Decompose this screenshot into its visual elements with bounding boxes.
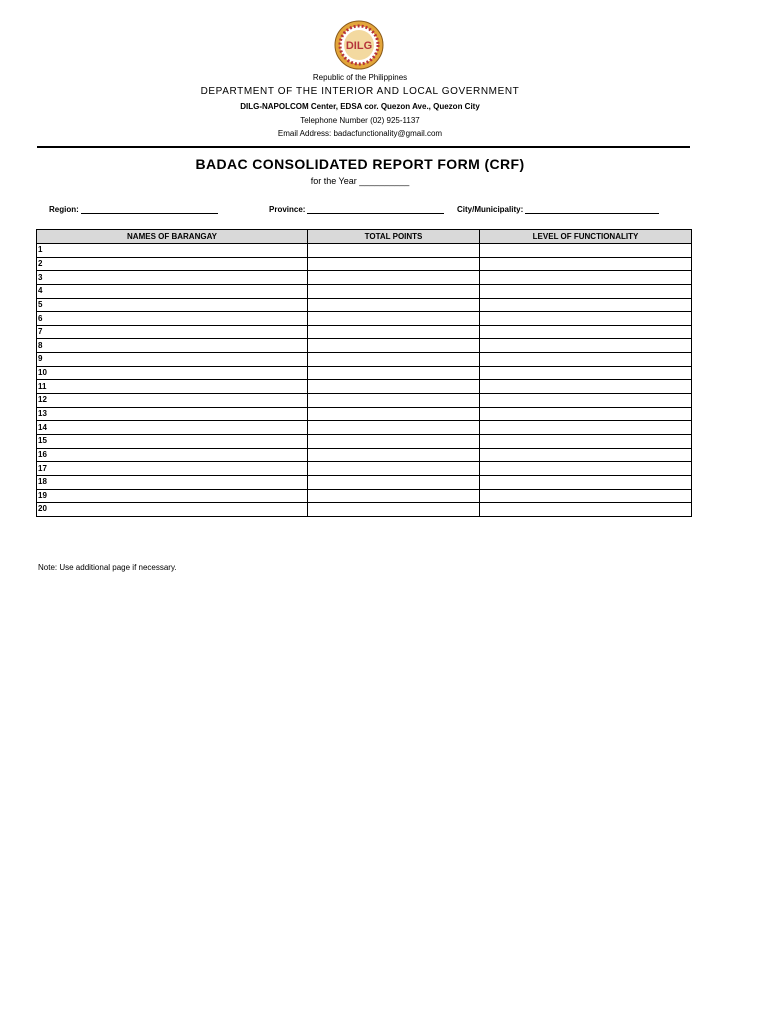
province-field (269, 204, 444, 214)
functionality-level-cell[interactable] (480, 298, 692, 312)
total-points-cell[interactable] (308, 271, 480, 285)
functionality-level-cell[interactable] (480, 271, 692, 285)
functionality-level-cell[interactable] (480, 503, 692, 517)
department-name: DEPARTMENT OF THE INTERIOR AND LOCAL GOVERNMENT (200, 86, 520, 97)
functionality-level-cell[interactable] (480, 339, 692, 353)
functionality-level-cell[interactable] (480, 448, 692, 462)
barangay-name-cell[interactable]: 15 (37, 434, 308, 448)
total-points-cell[interactable] (308, 257, 480, 271)
barangay-name-cell[interactable]: 11 (37, 380, 308, 394)
barangay-name-cell[interactable]: 3 (37, 271, 308, 285)
table-row (37, 339, 692, 353)
barangay-name-cell[interactable]: 6 (37, 312, 308, 326)
total-points-cell[interactable] (308, 434, 480, 448)
barangay-name-cell[interactable]: 5 (37, 298, 308, 312)
barangay-name-cell[interactable]: 14 (37, 421, 308, 435)
table-row (37, 312, 692, 326)
table-row (37, 394, 692, 408)
table-row (37, 448, 692, 462)
column-header-functionality: LEVEL OF FUNCTIONALITY (480, 230, 692, 244)
total-points-cell[interactable] (308, 462, 480, 476)
barangay-name-cell[interactable]: 20 (37, 503, 308, 517)
barangay-name-cell[interactable]: 18 (37, 475, 308, 489)
barangay-name-cell[interactable]: 9 (37, 353, 308, 367)
table-row (37, 421, 692, 435)
city-blank[interactable] (525, 204, 659, 214)
logo-text: DILG (345, 40, 373, 52)
table-row (37, 489, 692, 503)
office-address: DILG-NAPOLCOM Center, EDSA cor. Quezon Ave., Quezon City (240, 102, 480, 111)
functionality-level-cell[interactable] (480, 244, 692, 258)
republic-line: Republic of the Philippines (312, 73, 408, 82)
city-field (457, 204, 659, 214)
functionality-level-cell[interactable] (480, 407, 692, 421)
total-points-cell[interactable] (308, 312, 480, 326)
total-points-cell[interactable] (308, 339, 480, 353)
total-points-cell[interactable] (308, 380, 480, 394)
total-points-cell[interactable] (308, 394, 480, 408)
barangay-name-cell[interactable]: 10 (37, 366, 308, 380)
functionality-level-cell[interactable] (480, 489, 692, 503)
telephone-line: Telephone Number (02) 925-1137 (300, 116, 420, 125)
table-row (37, 244, 692, 258)
table-row (37, 434, 692, 448)
functionality-level-cell[interactable] (480, 475, 692, 489)
region-blank[interactable] (81, 204, 218, 214)
total-points-cell[interactable] (308, 353, 480, 367)
barangay-name-cell[interactable]: 19 (37, 489, 308, 503)
table-row (37, 503, 692, 517)
column-header-barangay: NAMES OF BARANGAY (37, 230, 308, 244)
barangay-name-cell[interactable]: 17 (37, 462, 308, 476)
barangay-name-cell[interactable]: 12 (37, 394, 308, 408)
barangay-name-cell[interactable]: 4 (37, 284, 308, 298)
table-header-row (37, 230, 692, 244)
total-points-cell[interactable] (308, 503, 480, 517)
barangay-name-cell[interactable]: 8 (37, 339, 308, 353)
table-row (37, 353, 692, 367)
barangay-table (36, 229, 692, 517)
dilg-seal-logo (334, 20, 384, 70)
functionality-level-cell[interactable] (480, 325, 692, 339)
functionality-level-cell[interactable] (480, 394, 692, 408)
barangay-name-cell[interactable]: 2 (37, 257, 308, 271)
functionality-level-cell[interactable] (480, 421, 692, 435)
table-row (37, 284, 692, 298)
total-points-cell[interactable] (308, 448, 480, 462)
table-row (37, 366, 692, 380)
functionality-level-cell[interactable] (480, 284, 692, 298)
total-points-cell[interactable] (308, 407, 480, 421)
total-points-cell[interactable] (308, 366, 480, 380)
functionality-level-cell[interactable] (480, 380, 692, 394)
region-field (49, 204, 218, 214)
column-header-total-points: TOTAL POINTS (308, 230, 480, 244)
table-row (37, 475, 692, 489)
total-points-cell[interactable] (308, 475, 480, 489)
table-row (37, 298, 692, 312)
barangay-name-cell[interactable]: 16 (37, 448, 308, 462)
region-label: Region: (49, 205, 79, 214)
functionality-level-cell[interactable] (480, 312, 692, 326)
email-line: Email Address: badacfunctionality@gmail.com (277, 129, 443, 138)
barangay-name-cell[interactable]: 7 (37, 325, 308, 339)
total-points-cell[interactable] (308, 244, 480, 258)
province-label: Province: (269, 205, 306, 214)
table-row (37, 462, 692, 476)
total-points-cell[interactable] (308, 421, 480, 435)
table-row (37, 325, 692, 339)
barangay-name-cell[interactable]: 1 (37, 244, 308, 258)
table-row (37, 257, 692, 271)
functionality-level-cell[interactable] (480, 434, 692, 448)
table-row (37, 271, 692, 285)
year-line: for the Year __________ (310, 176, 410, 186)
form-title: BADAC CONSOLIDATED REPORT FORM (CRF) (195, 156, 525, 172)
functionality-level-cell[interactable] (480, 257, 692, 271)
total-points-cell[interactable] (308, 284, 480, 298)
header-divider (37, 146, 690, 148)
barangay-name-cell[interactable]: 13 (37, 407, 308, 421)
city-label: City/Municipality: (457, 205, 524, 214)
total-points-cell[interactable] (308, 325, 480, 339)
functionality-level-cell[interactable] (480, 462, 692, 476)
province-blank[interactable] (307, 204, 444, 214)
footnote: Note: Use additional page if necessary. (38, 563, 177, 572)
functionality-level-cell[interactable] (480, 353, 692, 367)
total-points-cell[interactable] (308, 489, 480, 503)
total-points-cell[interactable] (308, 298, 480, 312)
functionality-level-cell[interactable] (480, 366, 692, 380)
table-row (37, 407, 692, 421)
table-row (37, 380, 692, 394)
